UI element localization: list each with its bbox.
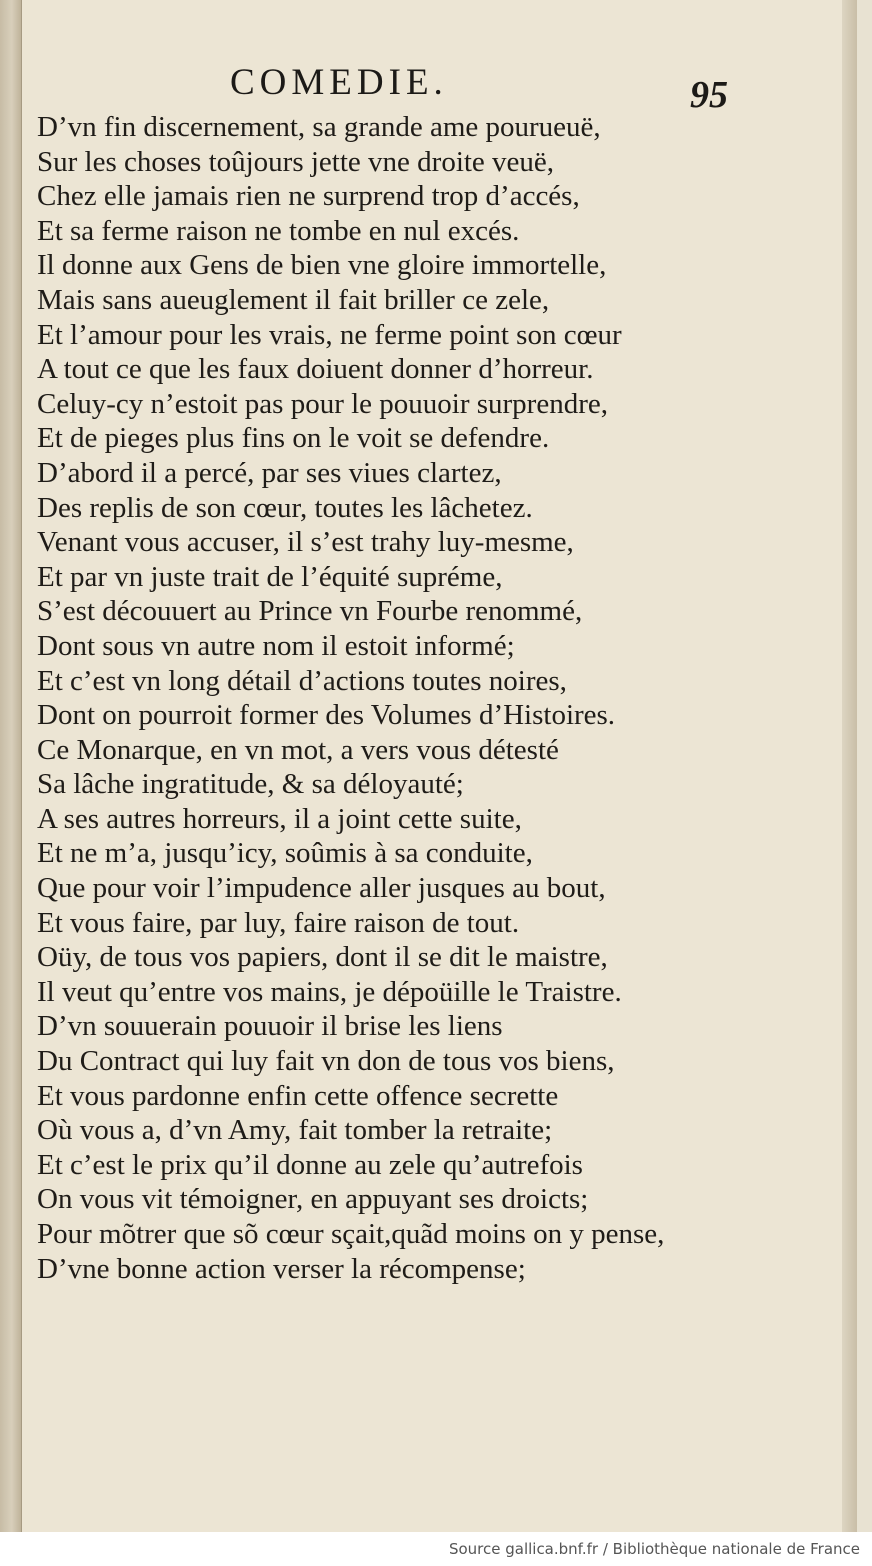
verse-line: Celuy-cy n’estoit pas pour le pouuoir surprendre, <box>37 387 608 420</box>
verse-line: Dont on pourroit former des Volumes d’Histoires. <box>37 699 616 732</box>
verse-line: Que pour voir l’impudence aller jusques au bout, <box>37 872 606 905</box>
footer <box>0 1532 872 1566</box>
verse-line: D’vne bonne action verser la récompense; <box>37 1252 526 1285</box>
verse-line: Il veut qu’entre vos mains, je dépoüille le Traistre. <box>37 975 622 1008</box>
verse-line: Où vous a, d’vn Amy, fait tomber la retraite; <box>37 1114 553 1147</box>
verse-line: Du Contract qui luy fait vn don de tous vos biens, <box>37 1045 615 1078</box>
verse-line: Et vous pardonne enfin cette offence secrette <box>37 1079 559 1112</box>
binding-gutter <box>0 0 22 1532</box>
verse-line: Et ne m’a, jusqu’icy, soûmis à sa conduite, <box>37 837 533 870</box>
verse-line: Et c’est vn long détail d’actions toutes noires, <box>37 664 567 697</box>
source-attribution: Source gallica.bnf.fr / Bibliothèque nationale de France <box>448 1540 860 1558</box>
page-number: 95 <box>690 74 728 116</box>
verse-line: Des replis de son cœur, toutes les lâchetez. <box>37 491 533 524</box>
verse-line: D’vn fin discernement, sa grande ame pourueuë, <box>37 111 601 143</box>
verse-line: Chez elle jamais rien ne surprend trop d’accés, <box>37 180 580 213</box>
verse-line: Et sa ferme raison ne tombe en nul excés. <box>37 214 520 247</box>
verse-line: D’vn souuerain pouuoir il brise les liens <box>37 1010 503 1043</box>
verse-line: Sur les choses toûjours jette vne droite veuë, <box>37 145 555 178</box>
verse-line: On vous vit témoigner, en appuyant ses droicts; <box>37 1183 589 1216</box>
verse-line: Pour mõtrer que sõ cœur sçait,quãd moins on y pense, <box>37 1218 665 1250</box>
verse-line: S’est découuert au Prince vn Fourbe renommé, <box>37 595 583 628</box>
verse-line: Sa lâche ingratitude, & sa déloyauté; <box>37 768 464 801</box>
verse-text <box>37 110 847 1286</box>
verse-line: Et par vn juste trait de l’équité supréme, <box>37 560 503 593</box>
verse-line: D’abord il a percé, par ses viues clartez, <box>37 456 502 489</box>
verse-line: Il donne aux Gens de bien vne gloire immortelle, <box>37 249 607 282</box>
verse-line: Dont sous vn autre nom il estoit informé; <box>37 629 515 662</box>
verse-line: A ses autres horreurs, il a joint cette suite, <box>37 802 522 835</box>
verse-line: Venant vous accuser, il s’est trahy luy-mesme, <box>37 526 574 559</box>
verse-line: Ce Monarque, en vn mot, a vers vous détesté <box>37 733 559 766</box>
verse-line: Et l’amour pour les vrais, ne ferme point son cœur <box>37 318 622 351</box>
verse-line: Et vous faire, par luy, faire raison de tout. <box>37 906 520 939</box>
verse-line: A tout ce que les faux doiuent donner d’horreur. <box>37 353 594 386</box>
verse-line: Oüy, de tous vos papiers, dont il se dit le maistre, <box>37 941 608 974</box>
verse-line: Mais sans aueuglement il fait briller ce zele, <box>37 283 550 316</box>
verse-line: Et de pieges plus fins on le voit se defendre. <box>37 422 550 455</box>
verse-line: Et c’est le prix qu’il donne au zele qu’autrefois <box>37 1148 583 1181</box>
running-head: COMEDIE. <box>230 62 448 103</box>
